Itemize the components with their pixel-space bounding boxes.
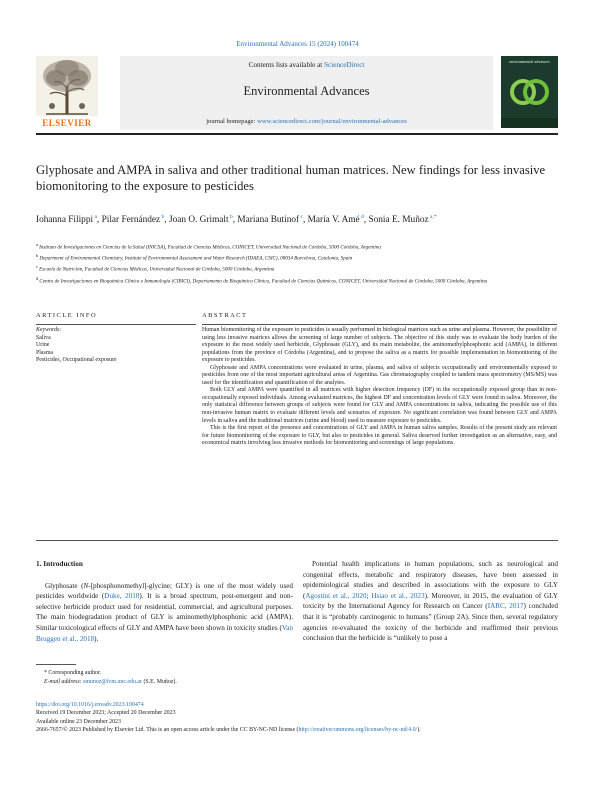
abstract-bottom-rule — [36, 540, 558, 541]
author-name[interactable]: María V. Amé — [307, 215, 360, 226]
keyword-item: Urine — [36, 342, 50, 349]
abstract-rule — [202, 324, 557, 325]
email-label: E-mail address: — [44, 678, 84, 685]
keywords-list — [36, 335, 196, 365]
affiliation-item — [36, 241, 558, 252]
article-info-label: ARTICLE INFO — [36, 312, 98, 319]
article-info-rule — [36, 324, 196, 325]
affiliation-item — [36, 275, 558, 286]
abstract-paragraph: Both GLY and AMPA were quantified in all matrices with higher detection frequency (DF) in the occupationally exposed group than in non-occupationally exposed individuals. Among evaluated matrices, the highest DF and concentration levels of GLY were found in saliva. Moreover, the only statistical difference between groups of subjects were found for GLY and AMPA concentrations in saliva, indicating the possible use of this non-invasive human matrix to evaluate different levels and scenarios of exposure. No significant correlation was found between GLY and AMPA levels in saliva and the traditional matrices (urine and blood) used to measure exposure to pesticides. — [202, 387, 557, 424]
journal-reference[interactable]: Environmental Advances 15 (2024) 100474 — [236, 40, 359, 48]
license-suffix: ). — [417, 727, 421, 734]
author-name[interactable]: Sonia E. Muñoz — [368, 215, 429, 226]
journal-cover-image — [501, 56, 558, 128]
keyword-item: Saliva — [36, 334, 51, 341]
body-text: Glyphosate ( — [45, 581, 84, 590]
author-affiliation-marker[interactable]: c — [299, 214, 303, 220]
doi-link[interactable]: https://doi.org/10.1016/j.envadv.2023.100474 — [36, 702, 144, 708]
body-text: ; — [366, 591, 372, 600]
contents-prefix: Contents lists available at — [248, 61, 325, 69]
abstract-paragraph: This is the first report of the presence and concentrations of GLY and AMPA in human saliva samples. Results of the present study are relevant for future biomonitoring of the exposure to GLY, but also to pesticides in general. Saliva deserved further investigation as an alternative, easy, and economical matrix involving less invasive methods for biomonitoring and screenings of large populations. — [202, 425, 557, 447]
license-link[interactable]: http://creativecommons.org/licenses/by-nc-nd/4.0/ — [298, 727, 418, 734]
body-text: -[phosphonomethyl]-glycine; GLY) is one of the most widely used pesticides worldwide ( — [36, 581, 294, 601]
sciencedirect-link[interactable]: ScienceDirect — [324, 61, 365, 69]
journal-homepage-link[interactable]: www.sciencedirect.com/journal/environmental-advances — [257, 118, 407, 125]
article-footer — [36, 701, 560, 735]
contents-line — [120, 61, 493, 69]
affiliation-text: Instituto de Investigaciones en Ciencias de la Salud (INICSA), Facultad de Ciencias Médicas, CONICET, Universidad Nacional de Córdoba, 5000 Córdoba, Argentina — [39, 244, 381, 251]
journal-title: Environmental Advances — [243, 84, 370, 98]
homepage-prefix: journal homepage: — [206, 118, 258, 125]
author-name[interactable]: Mariana Butinof — [237, 215, 300, 226]
keyword-item: Pesticides, Occupational exposure — [36, 357, 117, 364]
author-affiliation-marker[interactable]: a,* — [428, 214, 437, 220]
author-name[interactable]: Joan O. Grimalt — [168, 215, 229, 226]
body-text: ) concluded that it is “probably carcinogenic to humans” (Group 2A). Since then, several regulatory agencies re-evaluated the toxicity of the herbicide and reaffirmed their previous conclusion that the herbicide is “unlikely to pose a — [303, 602, 558, 643]
italic-text: N — [83, 581, 89, 590]
affiliation-text: Escuela de Nutrición, Facultad de Ciencias Médicas, Universidad Nacional de Córdoba, 5000 Córdoba, Argentina — [39, 267, 275, 274]
license-prefix: 2666-7657/© 2023 Published by Elsevier Ltd. This is an open access article under the CC BY-NC-ND license ( — [36, 727, 299, 734]
intro-heading: 1. Introduction — [36, 559, 83, 568]
corresponding-author-note: * Corresponding author. — [44, 670, 102, 676]
intro-left-column — [36, 559, 293, 644]
keywords-label: Keywords: — [36, 327, 62, 333]
intro-right-column — [303, 559, 558, 644]
received-dates: Received 19 December 2023; Accepted 20 December 2023 — [36, 710, 176, 717]
affiliation-item — [36, 263, 558, 274]
body-text: ). — [94, 634, 99, 643]
footnote — [36, 669, 296, 686]
affiliation-marker: d — [36, 275, 40, 281]
license-line — [36, 726, 560, 734]
citation-link[interactable]: IARC, 2017 — [487, 602, 524, 611]
abstract-label: ABSTRACT — [202, 312, 248, 319]
affiliation-marker: a — [36, 242, 40, 247]
affiliation-text: Department of Environmental Chemistry, Institute of Environmental Assessment and Water Research (IDAEA, CSIC), 08034 Barcelona, Catalonia, Spain — [39, 255, 353, 262]
citation-link[interactable]: Hsiao et al., 2023 — [371, 591, 425, 600]
abstract-text — [202, 327, 557, 448]
abstract-paragraph: Glyphosate and AMPA concentrations were evaluated in urine, plasma, and saliva of subjects occupationally and environmentally exposed to pesticides from one of the most important agricultural areas of Argentina. Gas chromatography coupled to tandem mass spectrometry (MS/MS) was used for the identification and quantification of the analytes. — [202, 364, 557, 386]
article-title: Glyphosate and AMPA in saliva and other traditional human matrices. New findings for less invasive biomonitoring to the exposure to pesticides — [36, 163, 546, 193]
affiliation-item — [36, 252, 558, 263]
email-note — [36, 678, 296, 687]
homepage-line — [120, 118, 493, 125]
publisher-wordmark: ELSEVIER — [42, 118, 92, 128]
author-name[interactable]: Iohanna Filippi — [36, 215, 94, 226]
author-affiliation-marker[interactable]: d — [359, 214, 364, 220]
keyword-item: Plasma — [36, 349, 54, 356]
citation-link[interactable]: Agostini et al., 2020 — [305, 591, 367, 600]
email-suffix: (S.E. Muñoz). — [141, 678, 177, 685]
footnote-rule — [36, 664, 76, 665]
author-list: Iohanna Filippi $^a$, Pilar Fernández $^b$, Joan O. Grimalt $^b$, Mariana Butinof $^c$, María V. Amé $^d$, Sonia E. Muñoz $^{a,*}$ — [36, 214, 437, 226]
article-info — [36, 312, 196, 325]
body-text: ). It is a broad spectrum, post-emergent and non-selective herbicide product used for residential, commercial, and agricultural purposes. The main biodegradation product of GLY is aminomethylphosphonic acid (AMPA). Similar toxicological effects of GLY and AMPA have been shown in toxicity studies ( — [36, 592, 293, 632]
intro-paragraph-right — [303, 559, 558, 644]
citation-link[interactable]: Duke, 2018 — [104, 592, 140, 601]
affiliation-text: Centro de Investigaciones en Bioquímica Clínica e Inmunología (CIBICI), Departamento de Bioquímica Clínica, Facultad de Ciencias Químicas, CONICET, Universidad Nacional de Córdoba, 5000 Córdoba, Argentina — [39, 278, 488, 285]
intro-paragraph-left — [36, 581, 293, 645]
body-text: ). Moreover, in 2015, the evaluation of GLY toxicity by the International Agency for Research on Cancer ( — [303, 591, 558, 611]
abstract-paragraph: Human biomonitoring of the exposure to pesticides is usually performed in biological matrices such as urine and plasma. However, the possibility of using less invasive matrices allows the screening of large number of subjects. The objective of this study was to evaluate the body burden of the exposure to the most widely used herbicide, Glyphosate (GLY), and its main metabolite, the aminomethylphosphonic acid (AMPA), in different populations from the province of Córdoba (Argentina), and to propose the saliva as a matrix for possible implementation in biomonitoring of the exposure to pesticides. — [202, 327, 557, 364]
body-text: Potential health implications in human populations, such as neurological and congenital effects, metabolic and respiratory diseases, have been assessed in epidemiological studies and described in associations with the exposure to GLY ( — [303, 560, 558, 600]
affiliations — [36, 241, 558, 286]
email-link[interactable]: smunoz@fcm.unc.edu.ar — [83, 678, 142, 685]
author-affiliation-marker[interactable]: b — [160, 214, 165, 220]
affiliation-marker: c — [36, 264, 40, 270]
affiliation-marker: b — [36, 253, 40, 259]
citation-link[interactable]: Van Bruggen et al., 2018 — [36, 623, 293, 643]
author-name[interactable]: Pilar Fernández — [101, 215, 161, 226]
abstract-header — [202, 312, 557, 325]
available-online: Available online 23 December 2023 — [36, 718, 121, 725]
cover-title: environmental advances — [509, 59, 550, 64]
author-affiliation-marker[interactable]: b — [228, 214, 233, 220]
author-affiliation-marker[interactable]: a — [93, 214, 97, 220]
header-rule — [36, 133, 558, 135]
keywords-block — [36, 327, 196, 365]
